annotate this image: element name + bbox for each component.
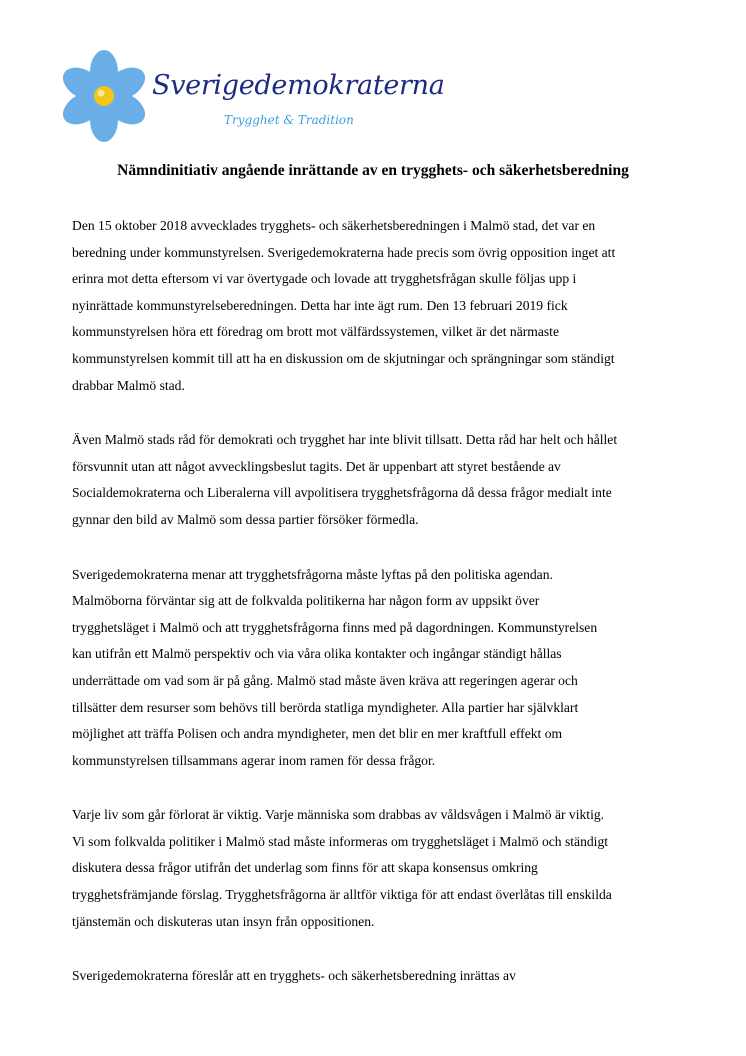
paragraph [72, 427, 702, 533]
text-line: Även Malmö stads råd för demokrati och trygghet har inte blivit tillsatt. Detta råd har helt och hållet [72, 432, 618, 448]
text-line: Vi som folkvalda politiker i Malmö stad måste informeras om trygghetsläget i Malmö och ständigt [72, 833, 609, 849]
flower-center [94, 86, 114, 106]
text-line: gynnar den bild av Malmö som dessa partier försöker förmedla. [72, 511, 419, 527]
paragraph [72, 562, 702, 775]
text-line: beredning under kommunstyrelsen. Sverigedemokraterna hade precis som övrig opposition inget att [72, 244, 616, 260]
text-line: drabbar Malmö stad. [72, 377, 185, 393]
text-line: trygghetsläget i Malmö och att trygghetsfrågorna finns med på dagordningen. Kommunstyrelsen [72, 619, 598, 635]
text-line: kommunstyrelsen höra ett föredrag om brott mot välfärdssystemen, vilket är det närmaste [72, 324, 559, 340]
paragraph [72, 963, 702, 990]
text-line: trygghetsfrämjande förslag. Trygghetsfrågorna är alltför viktiga för att endast överlåtas till enskilda [72, 887, 612, 903]
text-line: kommunstyrelsen tillsammans agerar inom ramen för dessa frågor. [72, 752, 436, 768]
party-logo [60, 44, 445, 144]
text-line: möjlighet att träffa Polisen och andra myndigheter, men det blir en mer kraftfull effekt om [72, 726, 563, 742]
paragraph [72, 802, 702, 935]
text-line: underrättade om vad som är på gång. Malmö stad måste även kräva att regeringen agerar och [72, 672, 578, 688]
flower-icon [60, 44, 160, 144]
text-line: erinra mot detta eftersom vi var övertygade och lovade att trygghetsfrågan skulle följas upp i [72, 271, 577, 287]
document-body [72, 213, 702, 1018]
document-title: Nämndinitiativ angående inrättande av en trygghets- och säkerhetsberedning [117, 162, 629, 179]
text-line: Varje liv som går förlorat är viktig. Varje människa som drabbas av våldsvågen i Malmö är viktig. [72, 807, 605, 823]
text-line: tjänstemän och diskuteras utan insyn från oppositionen. [72, 913, 375, 929]
text-line: nyinrättade kommunstyrelseberedningen. Detta har inte ägt rum. Den 13 februari 2019 fick [72, 297, 568, 313]
text-line: tillsätter dem resurser som behövs till berörda statliga myndigheter. Alla partier har självklart [72, 699, 579, 715]
text-line: kommunstyrelsen kommit till att ha en diskussion om de skjutningar och sprängningar som ständigt [72, 350, 615, 366]
text-line: Malmöborna förväntar sig att de folkvalda politikerna har någon form av uppsikt över [72, 593, 540, 609]
text-line: Den 15 oktober 2018 avvecklades trygghets- och säkerhetsberedningen i Malmö stad, det var en [72, 218, 596, 233]
text-line: kan utifrån ett Malmö perspektiv och via våra olika kontakter och ingångar ständigt hållas [72, 646, 562, 662]
text-line: Socialdemokraterna och Liberalerna vill avpolitisera trygghetsfrågorna då dessa frågor medialt inte [72, 485, 612, 501]
text-line: försvunnit utan att något avvecklingsbeslut tagits. Det är uppenbart att styret bestående av [72, 458, 561, 474]
text-line: Sverigedemokraterna menar att trygghetsfrågorna måste lyftas på den politiska agendan. [72, 566, 553, 582]
logo-tagline: Trygghet & Tradition [224, 113, 354, 127]
paragraph [72, 213, 702, 399]
logo-wordmark: Sverigedemokraterna [152, 70, 445, 101]
text-line: diskutera dessa frågor utifrån det underlag som finns för att skapa konsensus omkring [72, 860, 538, 876]
text-line: Sverigedemokraterna föreslår att en trygghets- och säkerhetsberedning inrättas av [72, 968, 516, 984]
